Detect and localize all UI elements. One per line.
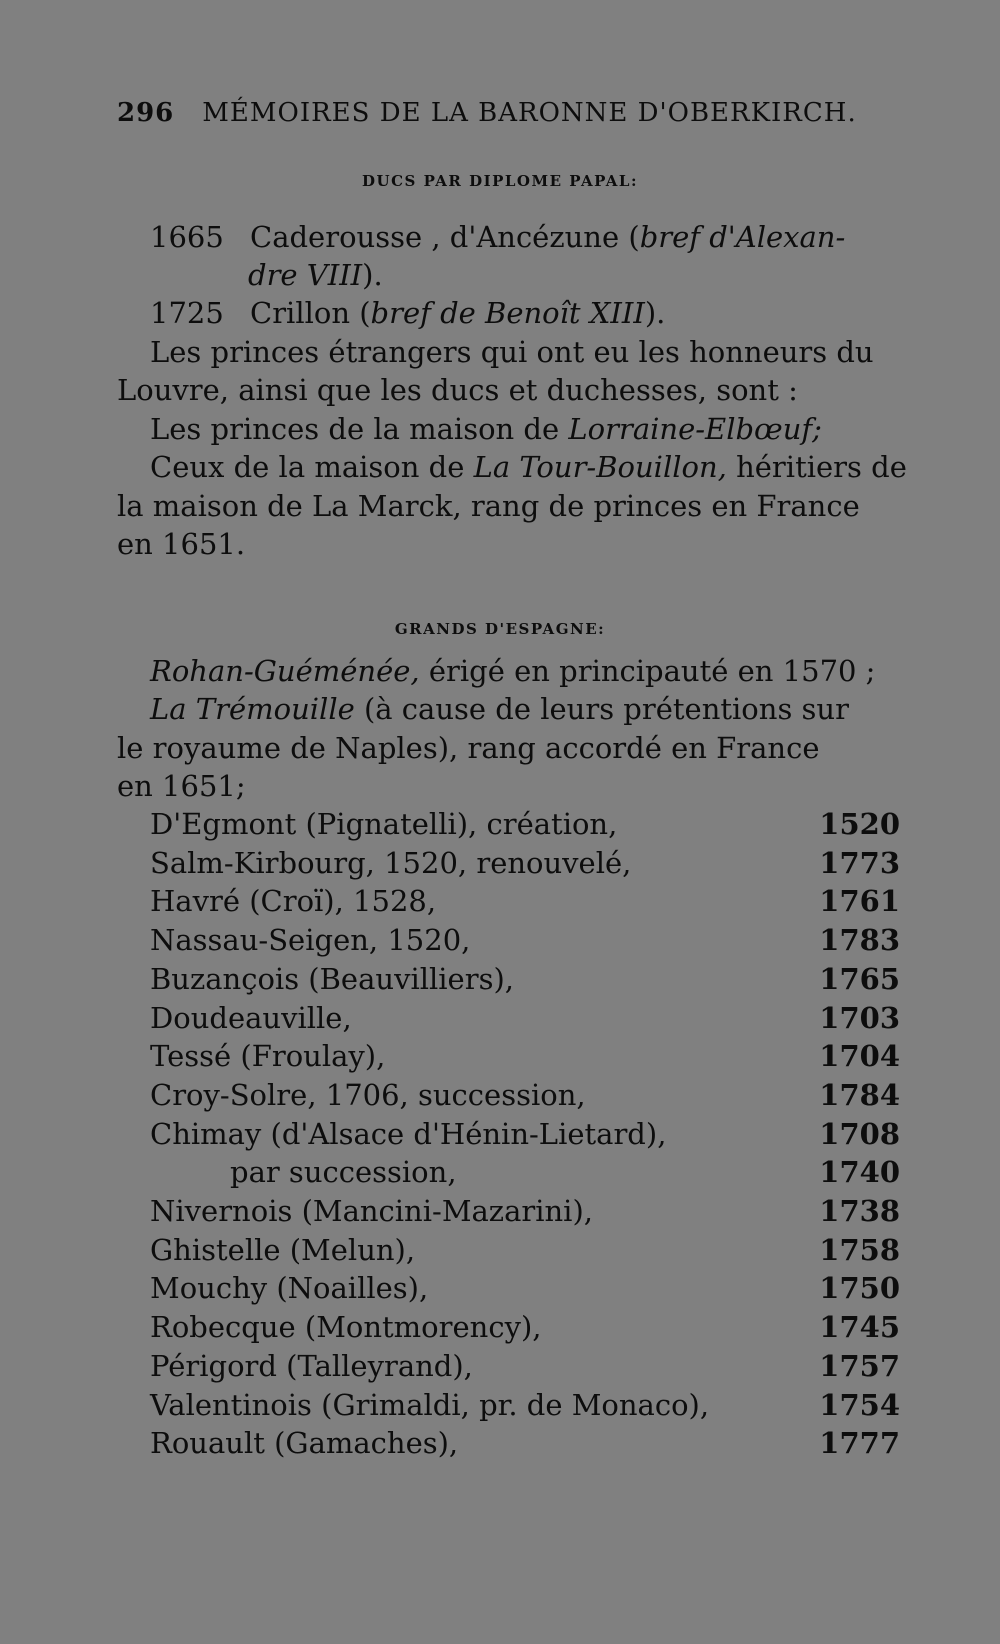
paragraph-line: en 1651.	[117, 527, 246, 561]
entry-italic: dre VIII	[248, 258, 363, 292]
paragraph-line: la maison de La Marck, rang de princes en France	[117, 489, 860, 523]
list-item-year: 1783	[819, 923, 900, 958]
entry-italic: bref de Benoît XIII	[370, 296, 645, 330]
list-item-year: 1704	[819, 1039, 900, 1074]
list-item-year: 1520	[819, 807, 900, 841]
list-item-name: par succession,	[230, 1155, 457, 1190]
paragraph-line: Les princes étrangers qui ont eu les honneurs du	[150, 335, 874, 369]
list-item-name: Doudeauville,	[150, 1000, 352, 1035]
list-item-name: D'Egmont (Pignatelli), création,	[150, 807, 618, 841]
entry-italic: bref d'Alexan-	[639, 220, 846, 254]
section-title-grands: GRANDS D'ESPAGNE:	[394, 620, 606, 638]
paragraph-text: (à cause de leurs prétentions sur	[354, 692, 849, 726]
paragraph-italic: La Trémouille	[150, 692, 355, 726]
list-item-year: 1708	[819, 1116, 900, 1151]
entry-text: ).	[362, 258, 383, 292]
list-item-name: Valentinois (Grimaldi, pr. de Monaco),	[150, 1387, 710, 1422]
list-item-year: 1738	[819, 1194, 900, 1228]
page-number: 296	[117, 98, 175, 128]
paragraph-line	[150, 410, 822, 448]
list-item-year: 1745	[819, 1310, 900, 1345]
paragraph-line: Louvre, ainsi que les ducs et duchesses, sont :	[117, 373, 798, 407]
list-item-name: Havré (Croï), 1528,	[150, 884, 437, 919]
entry-text: ).	[644, 296, 666, 330]
list-item-year: 1773	[819, 845, 900, 880]
paragraph-italic: Rohan-Guéménée,	[150, 654, 420, 688]
paragraph-text: héritiers de	[726, 450, 907, 484]
list-item-name: Robecque (Montmorency),	[150, 1310, 542, 1345]
entry-caderousse-cont	[248, 256, 383, 294]
paragraph-line: en 1651;	[117, 769, 246, 803]
list-item-year: 1777	[819, 1426, 900, 1461]
list-item-year: 1757	[819, 1348, 900, 1383]
paragraph-line	[150, 652, 875, 690]
paragraph-text: Les princes de la maison de	[150, 412, 569, 446]
entry-crillon	[150, 294, 665, 332]
paragraph-text: érigé en principauté en 1570 ;	[419, 654, 876, 688]
list-item-year: 1750	[819, 1271, 900, 1306]
list-item-year: 1758	[819, 1232, 900, 1267]
list-item-name: Buzançois (Beauvilliers),	[150, 961, 514, 996]
list-item-name: Nivernois (Mancini-Mazarini),	[150, 1194, 593, 1228]
entry-year: 1725	[150, 296, 224, 330]
paragraph-text: Ceux de la maison de	[150, 450, 474, 484]
list-item-year: 1784	[819, 1077, 900, 1112]
list-item-name: Périgord (Talleyrand),	[150, 1348, 473, 1383]
section-title-papal: DUCS PAR DIPLOME PAPAL:	[361, 172, 638, 190]
list-item-year: 1761	[819, 884, 900, 919]
list-item-year: 1740	[819, 1155, 900, 1190]
paragraph-line: le royaume de Naples), rang accordé en France	[117, 731, 820, 765]
entry-text: Crillon (	[250, 296, 371, 330]
entry-year: 1665	[150, 220, 224, 254]
paragraph-italic: La Tour-Bouillon,	[473, 450, 727, 484]
entry-text: Caderousse , d'Ancézune (	[250, 220, 640, 254]
running-header	[117, 98, 857, 128]
list-item-name: Croy-Solre, 1706, succession,	[150, 1077, 586, 1112]
list-item-year: 1765	[819, 961, 900, 996]
paragraph-line	[150, 448, 907, 486]
list-item-name: Nassau-Seigen, 1520,	[150, 923, 471, 958]
list-item-name: Chimay (d'Alsace d'Hénin-Lietard),	[150, 1116, 667, 1151]
list-item-name: Rouault (Gamaches),	[150, 1426, 459, 1461]
list-item-name: Tessé (Froulay),	[150, 1039, 386, 1074]
entry-caderousse	[150, 218, 845, 256]
list-item-year: 1754	[819, 1387, 900, 1422]
paragraph-line	[150, 690, 849, 728]
running-title: MÉMOIRES DE LA BARONNE D'OBERKIRCH.	[202, 98, 857, 128]
list-item-year: 1703	[819, 1000, 900, 1035]
list-item-name: Salm-Kirbourg, 1520, renouvelé,	[150, 845, 632, 880]
list-item-name: Mouchy (Noailles),	[150, 1271, 429, 1306]
list-item-name: Ghistelle (Melun),	[150, 1232, 416, 1267]
paragraph-italic: Lorraine-Elbœuf;	[568, 412, 822, 446]
